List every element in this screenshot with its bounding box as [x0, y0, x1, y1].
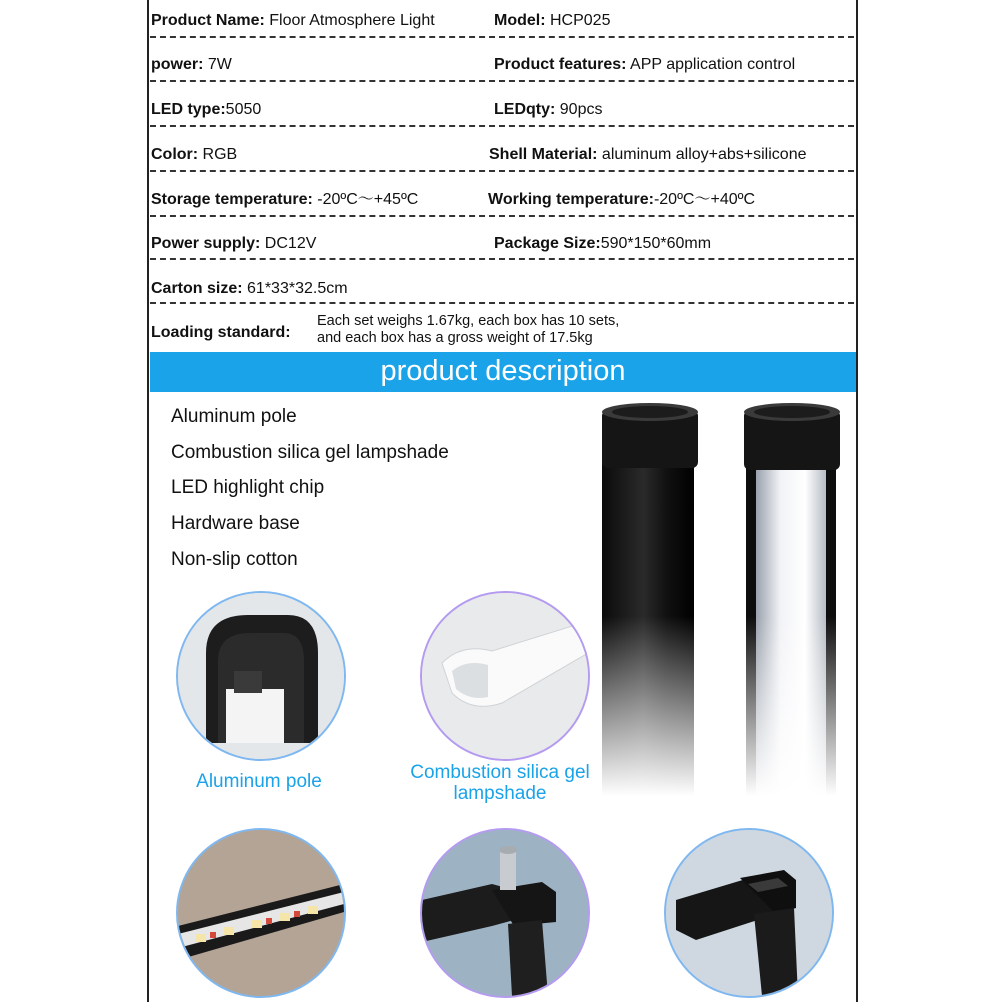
- led-type-value: 5050: [225, 101, 262, 118]
- lampshade-photo: [420, 591, 590, 761]
- product-tubes-image: [586, 396, 856, 796]
- feature-item: Combustion silica gel lampshade: [171, 442, 449, 463]
- divider: [150, 125, 854, 127]
- package-label: Package Size:: [494, 235, 601, 252]
- feature-item: Aluminum pole: [171, 406, 297, 427]
- model-value: HCP025: [545, 12, 611, 29]
- features-label: Product features:: [494, 56, 627, 73]
- section-banner: [150, 352, 856, 392]
- package-value: 590*150*60mm: [600, 235, 712, 252]
- divider: [150, 302, 854, 304]
- carton-value: 61*33*32.5cm: [242, 280, 348, 297]
- spec-row-2: [150, 52, 854, 78]
- loading-value: [317, 313, 619, 347]
- caption-lampshade: [380, 762, 620, 804]
- led-type-label: LED type:: [151, 101, 226, 118]
- model-label: Model:: [494, 12, 546, 29]
- storage-label: Storage temperature:: [151, 191, 313, 208]
- ledqty-value: 90pcs: [555, 101, 603, 118]
- product-name-label: Product Name:: [151, 12, 265, 29]
- feature-item: Non-slip cotton: [171, 549, 298, 570]
- feature-item: Hardware base: [171, 513, 300, 534]
- caption-lampshade-line-1: Combustion silica gel: [410, 762, 590, 783]
- feature-item: LED highlight chip: [171, 477, 325, 498]
- supply-value: DC12V: [260, 235, 317, 252]
- spec-row-1: [150, 8, 854, 34]
- divider: [150, 215, 854, 217]
- non-slip-cotton-photo: [664, 828, 834, 998]
- spec-row-5: [150, 187, 854, 213]
- divider: [150, 36, 854, 38]
- aluminum-pole-photo: [176, 591, 346, 761]
- working-label: Working temperature:: [488, 191, 654, 208]
- caption-aluminum-pole: Aluminum pole: [196, 771, 322, 792]
- features-value: APP application control: [626, 56, 796, 73]
- loading-line-2: and each box has a gross weight of 17.5kg: [317, 330, 593, 346]
- spec-row-3: [150, 97, 854, 123]
- spec-row-4: [150, 142, 854, 168]
- shell-value: aluminum alloy+abs+silicone: [597, 146, 807, 163]
- color-value: RGB: [198, 146, 238, 163]
- storage-value: -20ºC～+45ºC: [312, 191, 419, 208]
- power-value: 7W: [203, 56, 232, 73]
- ledqty-label: LEDqty:: [494, 101, 556, 118]
- banner-title: product description: [380, 355, 626, 387]
- loading-label: Loading standard:: [151, 324, 291, 341]
- led-chip-photo: [176, 828, 346, 998]
- loading-line-1: Each set weighs 1.67kg, each box has 10 sets,: [317, 313, 620, 329]
- carton-label: Carton size:: [151, 280, 243, 297]
- power-label: power:: [151, 56, 204, 73]
- product-name-value: Floor Atmosphere Light: [264, 12, 435, 29]
- supply-label: Power supply:: [151, 235, 261, 252]
- divider: [150, 258, 854, 260]
- hardware-base-photo: [420, 828, 590, 998]
- divider: [150, 80, 854, 82]
- color-label: Color:: [151, 146, 199, 163]
- spec-row-6: [150, 231, 854, 257]
- shell-label: Shell Material:: [489, 146, 598, 163]
- spec-row-7: [150, 276, 854, 302]
- caption-lampshade-line-2: lampshade: [453, 783, 547, 804]
- divider: [150, 170, 854, 172]
- working-value: -20ºC～+40ºC: [653, 191, 756, 208]
